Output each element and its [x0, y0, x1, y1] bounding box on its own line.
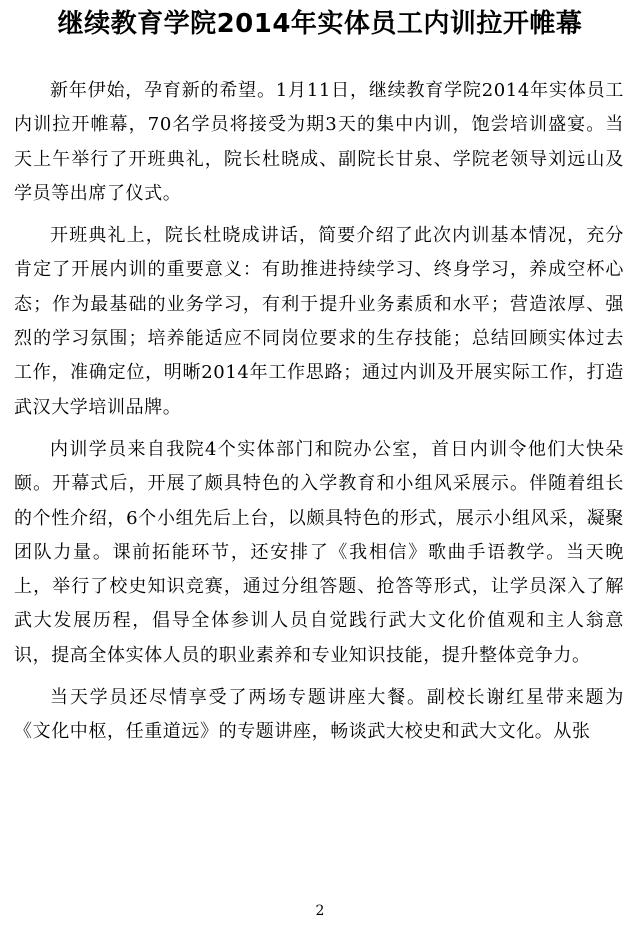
- paragraph-3: 内训学员来自我院4个实体部门和院办公室，首日内训令他们大快朵颐。开幕式后，开展了颇具特色的入学教育和小组风采展示。伴随着组长的个性介绍，6个小组先后上台，以颇具特色的形式，展示小组风采，凝聚团队力量。课前拓能环节，还安排了《我相信》歌曲手语教学。当天晚上，举行了校史知识竞赛，通过分组答题、抢答等形式，让学员深入了解武大发展历程，倡导全体参训人员自觉践行武大文化价值观和主人翁意识，提高全体实体人员的职业素养和专业知识技能，提升整体竞争力。: [14, 438, 624, 666]
- document-body: [14, 74, 624, 758]
- paragraph-2: 开班典礼上，院长杜晓成讲话，简要介绍了此次内训基本情况，充分肯定了开展内训的重要意义：有助推进持续学习、终身学习，养成空杯心态；作为最基础的业务学习，有利于提升业务素质和水平；营造浓厚、强烈的学习氛围；培养能适应不同岗位要求的生存技能；总结回顾实体过去工作，准确定位，明晰2014年工作思路；通过内训及开展实际工作，打造武汉大学培训品牌。: [14, 225, 624, 418]
- page-number: 2: [315, 903, 325, 919]
- paragraph-1: 新年伊始，孕育新的希望。1月11日，继续教育学院2014年实体员工内训拉开帷幕，70名学员将接受为期3天的集中内训，饱尝培训盛宴。当天上午举行了开班典礼，院长杜晓成、副院长甘泉、学院老领导刘远山及学员等出席了仪式。: [14, 80, 624, 204]
- document-title: 继续教育学院2014年实体员工内训拉开帷幕: [57, 9, 583, 39]
- paragraph-4: 当天学员还尽情享受了两场专题讲座大餐。副校长谢红星带来题为《文化中枢，任重道远》的专题讲座，畅谈武大校史和武大文化。从张: [14, 687, 624, 743]
